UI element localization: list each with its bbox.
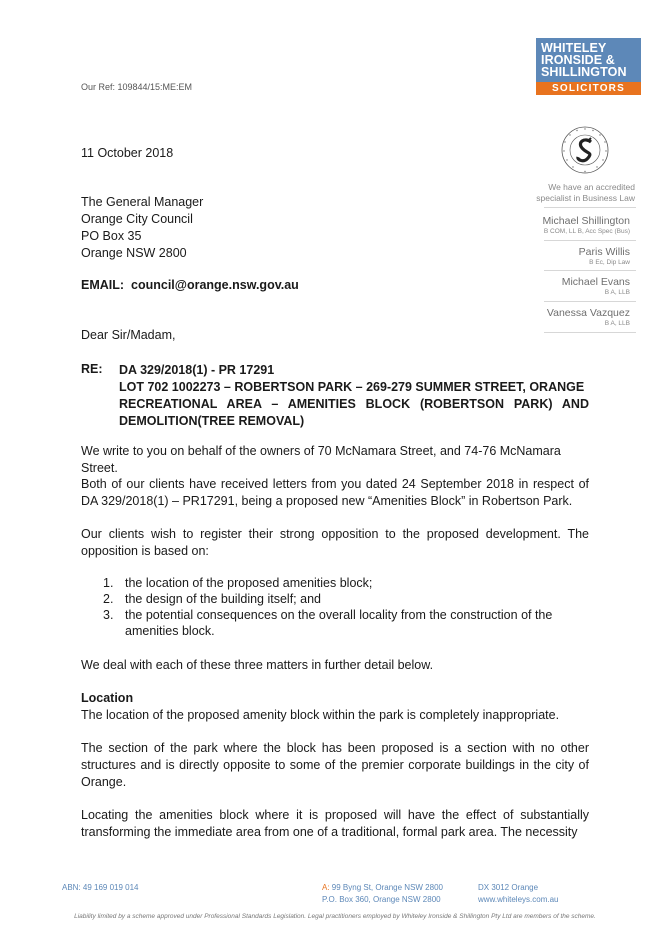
footer-abn: ABN: 49 169 019 014 bbox=[62, 883, 139, 892]
email-line bbox=[81, 277, 299, 294]
staff-name: Paris Willis bbox=[578, 246, 630, 258]
list-item-text: the location of the proposed amenities block; bbox=[125, 576, 373, 590]
addressee-line: PO Box 35 bbox=[81, 229, 142, 243]
staff-divider bbox=[544, 301, 636, 302]
staff-name: Vanessa Vazquez bbox=[546, 307, 630, 319]
list-item bbox=[103, 607, 565, 639]
list-item bbox=[103, 575, 565, 591]
staff-member bbox=[579, 246, 630, 267]
footer-dx: DX 3012 Orange bbox=[478, 883, 539, 892]
paragraph-location: The location of the proposed amenity block within the park is completely inappropriate. bbox=[81, 708, 560, 722]
addressee-line: Orange NSW 2800 bbox=[81, 246, 187, 260]
footer-address bbox=[322, 883, 443, 892]
paragraph-section-of-park: The section of the park where the block has been proposed is a section with no other structures and is directly opposite to some of the premier corporate buildings in the city of Orange. bbox=[81, 741, 589, 789]
list-item-number: 3. bbox=[103, 608, 114, 622]
subject-line: DEMOLITION(TREE REMOVAL) bbox=[119, 414, 305, 428]
subject-line: LOT 702 1002273 – ROBERTSON PARK – 269-279 SUMMER STREET, ORANGE bbox=[119, 380, 585, 394]
footer-po-box: P.O. Box 360, Orange NSW 2800 bbox=[322, 895, 441, 904]
staff-member bbox=[542, 215, 630, 236]
staff-member bbox=[562, 276, 630, 297]
staff-member bbox=[547, 307, 630, 328]
list-item-text: the potential consequences on the overall locality from the construction of the amenities block. bbox=[125, 608, 553, 638]
our-reference: Our Ref: 109844/15:ME:EM bbox=[81, 82, 193, 92]
staff-divider bbox=[544, 207, 636, 208]
paragraph-locating-block: Locating the amenities block where it is proposed will have the effect of substantially transforming the immediate area from one of a traditional, formal park area. The necessity bbox=[81, 808, 589, 839]
staff-divider bbox=[544, 240, 636, 241]
footer-address-value: 99 Byng St, Orange NSW 2800 bbox=[331, 883, 443, 892]
list-item-number: 2. bbox=[103, 592, 114, 606]
paragraph-opposition: Our clients wish to register their strong opposition to the proposed development. The opposition is based on: bbox=[81, 527, 589, 558]
staff-divider bbox=[544, 332, 636, 333]
paragraph-letters-received: Both of our clients have received letters from you dated 24 September 2018 in respect of DA 329/2018(1) – PR17291, being a proposed new “Amenities Block” in Robertson Park. bbox=[81, 477, 589, 508]
footer-website-link[interactable]: www.whiteleys.com.au bbox=[478, 895, 559, 904]
salutation: Dear Sir/Madam, bbox=[81, 328, 176, 342]
re-label: RE: bbox=[81, 362, 103, 376]
list-item-number: 1. bbox=[103, 576, 114, 590]
staff-qualification: B Ec, Dip Law bbox=[589, 259, 630, 266]
subject-line: DA 329/2018(1) - PR 17291 bbox=[119, 363, 275, 377]
firm-logo bbox=[536, 38, 641, 95]
addressee-line: Orange City Council bbox=[81, 212, 193, 226]
opposition-points-list bbox=[103, 575, 565, 639]
addressee-line: The General Manager bbox=[81, 195, 204, 209]
footer-disclaimer: Liability limited by a scheme approved under Professional Standards Legislation. Legal practitioners employed by Whiteley Ironside & Shillington Pty Ltd are members of the scheme. bbox=[74, 913, 596, 920]
firm-tagline: SOLICITORS bbox=[536, 82, 641, 95]
addressee-block bbox=[81, 194, 203, 262]
list-item bbox=[103, 591, 565, 607]
email-label: EMAIL: bbox=[81, 278, 125, 292]
section-heading-location: Location bbox=[81, 691, 134, 705]
law-society-seal-icon bbox=[560, 125, 610, 175]
firm-name-line3: SHILLINGTON bbox=[541, 65, 627, 79]
paragraph-deal-with: We deal with each of these three matters in further detail below. bbox=[81, 658, 434, 672]
firm-name-line2: IRONSIDE & bbox=[541, 53, 615, 67]
firm-logo-name bbox=[536, 38, 641, 82]
staff-qualification: B A, LLB bbox=[604, 320, 630, 327]
firm-name-line1: WHITELEY bbox=[541, 41, 607, 55]
list-item-text: the design of the building itself; and bbox=[125, 592, 321, 606]
staff-qualification: B COM, LL B, Acc Spec (Bus) bbox=[543, 228, 630, 235]
staff-name: Michael Shillington bbox=[542, 215, 630, 227]
footer-address-label: A: bbox=[322, 883, 330, 892]
email-address-link[interactable]: council@orange.nsw.gov.au bbox=[131, 278, 299, 292]
staff-divider bbox=[544, 270, 636, 271]
letter-date: 11 October 2018 bbox=[81, 146, 174, 160]
staff-name: Michael Evans bbox=[561, 276, 630, 288]
subject-block bbox=[119, 362, 589, 430]
subject-line: RECREATIONAL AREA – AMENITIES BLOCK (ROBERTSON PARK) AND bbox=[119, 397, 589, 411]
accreditation-note: We have an accredited specialist in Business Law bbox=[536, 182, 635, 203]
staff-qualification: B A, LLB bbox=[604, 289, 630, 296]
paragraph-intro: We write to you on behalf of the owners of 70 McNamara Street, and 74-76 McNamara Street. bbox=[81, 444, 561, 475]
